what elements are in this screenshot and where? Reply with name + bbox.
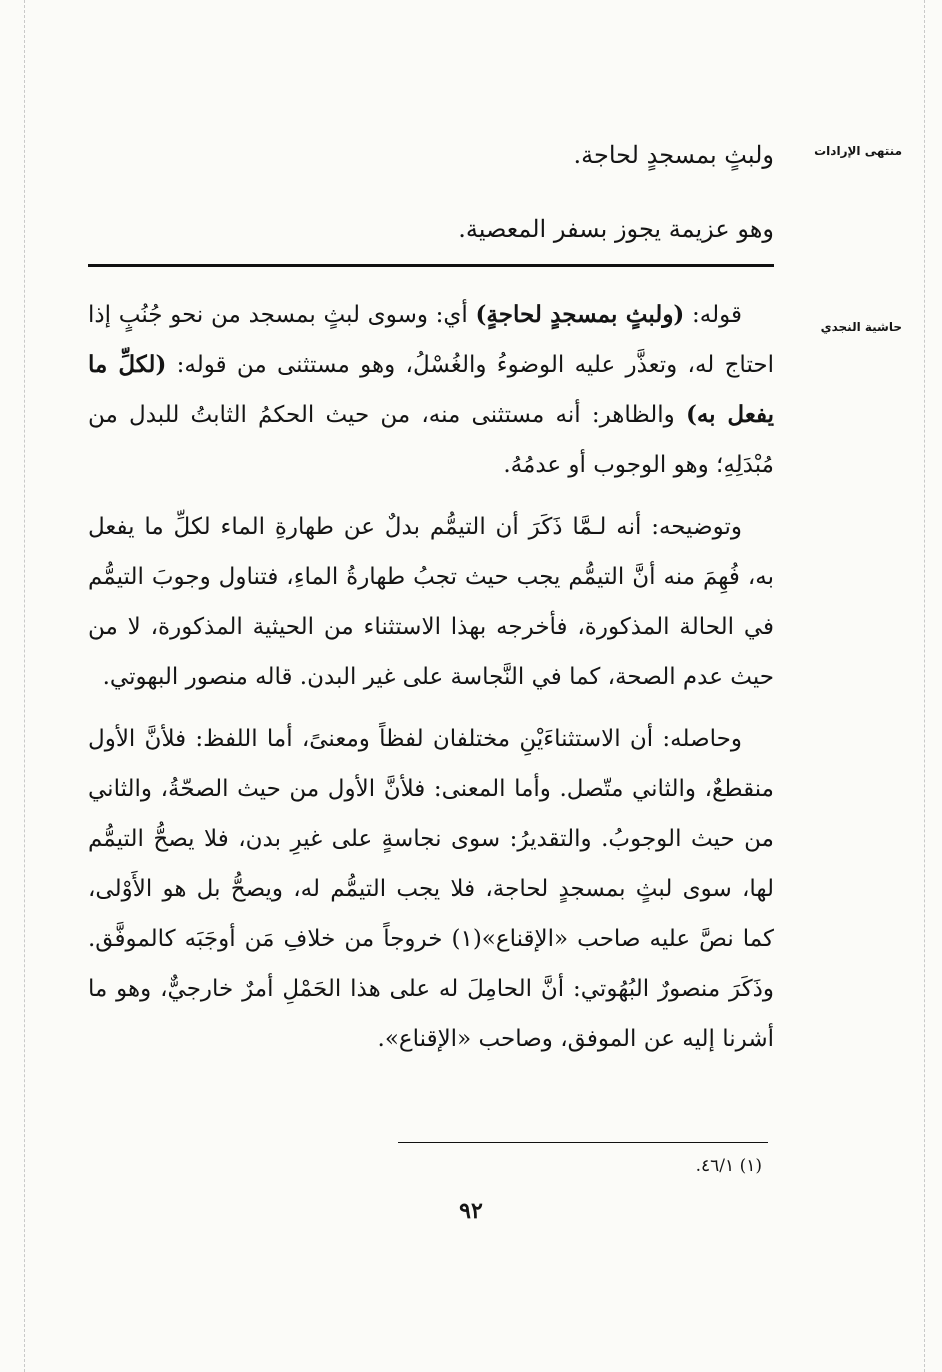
quoted-matn-2: (لكلِّ ما يفعل به)	[88, 351, 774, 428]
matn-line-2: وهو عزيمة يجوز بسفر المعصية.	[458, 215, 774, 243]
side-label-matn: منتهى الإرادات	[814, 144, 902, 158]
footnote: (١) ٤٦/١.	[695, 1156, 762, 1176]
scan-edge-right	[924, 0, 925, 1372]
para1-text-b: أي: وسوى لبثٍ بمسجد من نحو جُنُبٍ إذا احتاج له، وتعذَّر عليه الوضوءُ والغُسْلُ، وهو مستثنى من قوله:	[88, 302, 774, 378]
para1-text-c: والظاهر: أنه مستثنى منه، من حيث الحكمُ الثابتُ للبدل من مُبْدَلِهِ؛ وهو الوجوب أو عدمُهُ.	[88, 402, 774, 478]
commentary-paragraph-1	[88, 290, 774, 490]
para1-text-a: قوله:	[684, 302, 742, 328]
page-number: ٩٢	[459, 1198, 483, 1224]
commentary-paragraph-3: وحاصله: أن الاستثناءَيْنِ مختلفان لفظاً ومعنىً، أما اللفظ: فلأنَّ الأول منقطعٌ، والثاني متّصل. وأما المعنى: فلأنَّ الأول من حيث الصحّةُ، والثاني من حيث الوجوبُ. والتقديرُ: سوى نجاسةٍ على غيرِ بدن، فلا يصحُّ التيمُّم لها، سوى لبثٍ بمسجدٍ لحاجة، فلا يجب التيمُّم له، ويصحُّ بل هو الأَوْلى، كما نصَّ عليه صاحب «الإقناع»(١) خروجاً من خلافِ مَن أوجَبَه كالموفَّق. وذَكَرَ منصورٌ البُهُوتي: أنَّ الحامِلَ له على هذا الحَمْلِ أمرٌ خارجيٌّ، وهو ما أشرنا إليه عن الموفق، وصاحب «الإقناع».	[88, 726, 774, 1052]
quoted-matn-1: (ولبثٍ بمسجدٍ لحاجةٍ)	[475, 301, 685, 328]
side-label-hashiya: حاشية النجدي	[820, 320, 902, 334]
footnote-divider	[398, 1142, 768, 1143]
commentary-body	[88, 290, 774, 1076]
matn-line-1: ولبثٍ بمسجدٍ لحاجة.	[573, 141, 774, 169]
scan-edge-left	[24, 0, 25, 1372]
commentary-paragraph-2: وتوضيحه: أنه لـمَّا ذَكَرَ أن التيمُّم بدلٌ عن طهارةِ الماء لكلِّ ما يفعل به، فُهِمَ منه أنَّ التيمُّم يجب حيث تجبُ طهارةُ الماءِ، فتناول وجوبَ التيمُّم في الحالة المذكورة، فأخرجه بهذا الاستثناء من الحيثية المذكورة، لا من حيث عدم الصحة، كما في النَّجاسة على غير البدن. قاله منصور البهوتي.	[88, 514, 774, 690]
section-divider	[88, 264, 774, 267]
